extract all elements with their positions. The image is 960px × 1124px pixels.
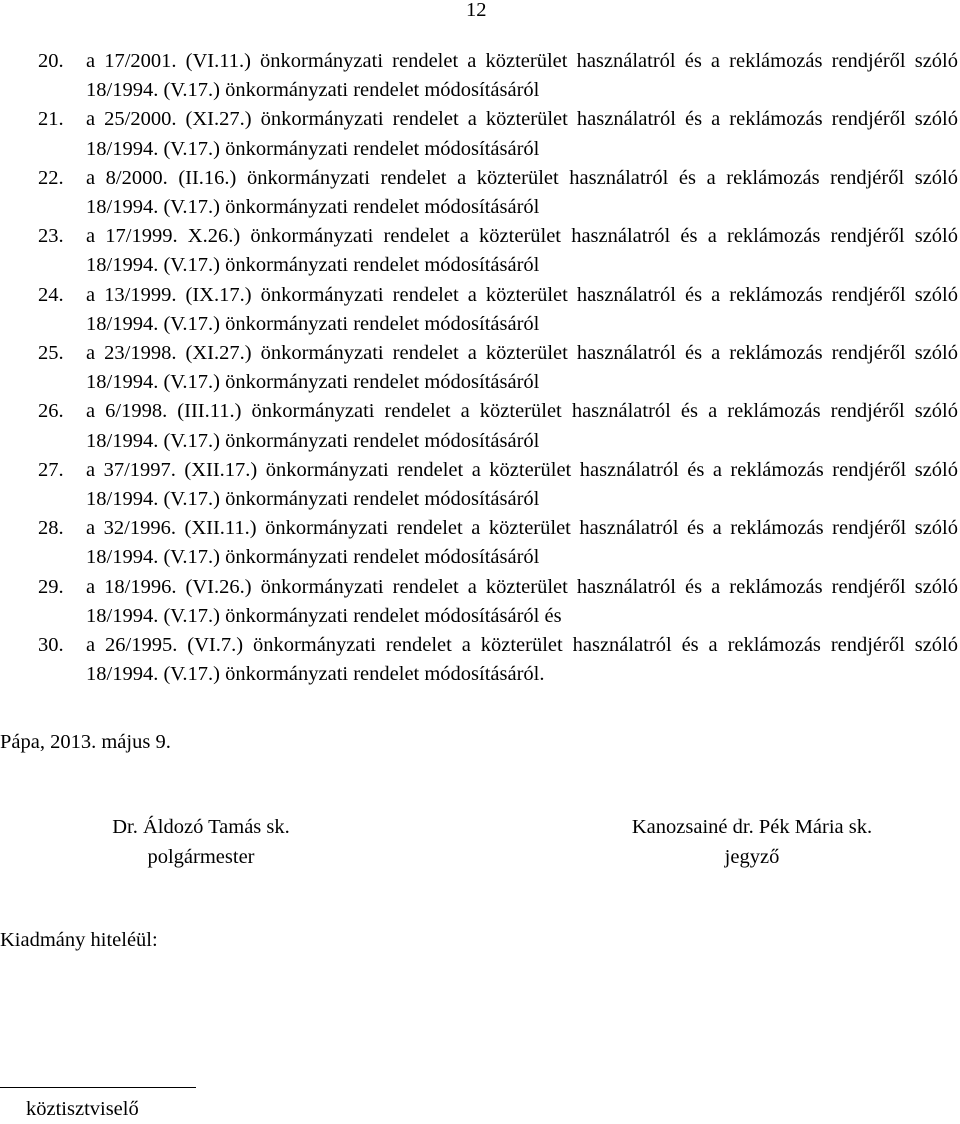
list-item-number: 24. [38, 283, 64, 306]
page-number: 12 [466, 0, 487, 21]
list-item-text: a 37/1997. (XII.17.) önkormányzati rendelet a közterület használatról és a reklámozás rendjéről szóló 18/1994. (V.17.) önkormányzati rendelet módosításáról [86, 458, 958, 511]
certified-copy-label: Kiadmány hiteléül: [0, 929, 158, 951]
list-item-number: 30. [38, 634, 64, 657]
list-item [38, 105, 958, 163]
signature-block-notary [592, 812, 912, 872]
signer-name: Dr. Áldozó Tamás sk. [112, 816, 290, 838]
list-item [38, 281, 958, 339]
list-item-number: 27. [38, 458, 64, 481]
list-item [38, 164, 958, 222]
list-item-text: a 18/1996. (VI.26.) önkormányzati rendelet a közterület használatról és a reklámozás rendjéről szóló 18/1994. (V.17.) önkormányzati rendelet módosításáról és [86, 575, 958, 627]
regulation-list [38, 47, 958, 689]
civil-servant-role: köztisztviselő [26, 1098, 139, 1120]
list-item [38, 47, 958, 105]
list-item-number: 26. [38, 400, 64, 423]
list-item [38, 631, 958, 689]
list-item [38, 339, 958, 397]
list-item [38, 573, 958, 631]
signer-role: jegyző [724, 846, 780, 868]
signature-block-mayor [56, 812, 346, 872]
list-item-text: a 32/1996. (XII.11.) önkormányzati rendelet a közterület használatról és a reklámozás rendjéről szóló 18/1994. (V.17.) önkormányzati rendelet módosításáról [86, 517, 958, 569]
list-item-number: 25. [38, 342, 64, 365]
list-item-text: a 8/2000. (II.16.) önkormányzati rendelet a közterület használatról és a reklámozás rendjéről szóló 18/1994. (V.17.) önkormányzati rendelet módosításáról [86, 166, 958, 219]
list-item-number: 21. [38, 108, 64, 131]
list-item [38, 222, 958, 280]
list-item-text: a 17/1999. X.26.) önkormányzati rendelet a közterület használatról és a reklámozás rendjéről szóló 18/1994. (V.17.) önkormányzati rendelet módosításáról [86, 225, 958, 277]
list-item-number: 20. [38, 50, 64, 72]
list-item-number: 22. [38, 166, 64, 189]
list-item-text: a 25/2000. (XI.27.) önkormányzati rendelet a közterület használatról és a reklámozás rendjéről szóló 18/1994. (V.17.) önkormányzati rendelet módosításáról [86, 108, 958, 160]
signer-name: Kanozsainé dr. Pék Mária sk. [631, 816, 873, 838]
list-item [38, 397, 958, 455]
list-item [38, 514, 958, 572]
list-item-text: a 26/1995. (VI.7.) önkormányzati rendelet a közterület használatról és a reklámozás rendjéről szóló 18/1994. (V.17.) önkormányzati rendelet módosításáról. [86, 634, 958, 686]
list-item-text: a 13/1999. (IX.17.) önkormányzati rendelet a közterület használatról és a reklámozás rendjéről szóló 18/1994. (V.17.) önkormányzati rendelet módosításáról [86, 283, 958, 335]
list-item-number: 23. [38, 225, 64, 248]
list-item-text: a 17/2001. (VI.11.) önkormányzati rendelet a közterület használatról és a reklámozás rendjéről szóló 18/1994. (V.17.) önkormányzati rendelet módosításáról [86, 50, 958, 102]
list-item-number: 29. [38, 575, 64, 598]
list-item-text: a 6/1998. (III.11.) önkormányzati rendelet a közterület használatról és a reklámozás rendjéről szóló 18/1994. (V.17.) önkormányzati rendelet módosításáról [86, 400, 958, 452]
signature-line [0, 1087, 196, 1088]
list-item-number: 28. [38, 517, 64, 540]
list-item [38, 456, 958, 514]
place-and-date: Pápa, 2013. május 9. [0, 731, 171, 753]
signer-role: polgármester [147, 846, 255, 868]
list-item-text: a 23/1998. (XI.27.) önkormányzati rendelet a közterület használatról és a reklámozás rendjéről szóló 18/1994. (V.17.) önkormányzati rendelet módosításáról [86, 342, 958, 394]
